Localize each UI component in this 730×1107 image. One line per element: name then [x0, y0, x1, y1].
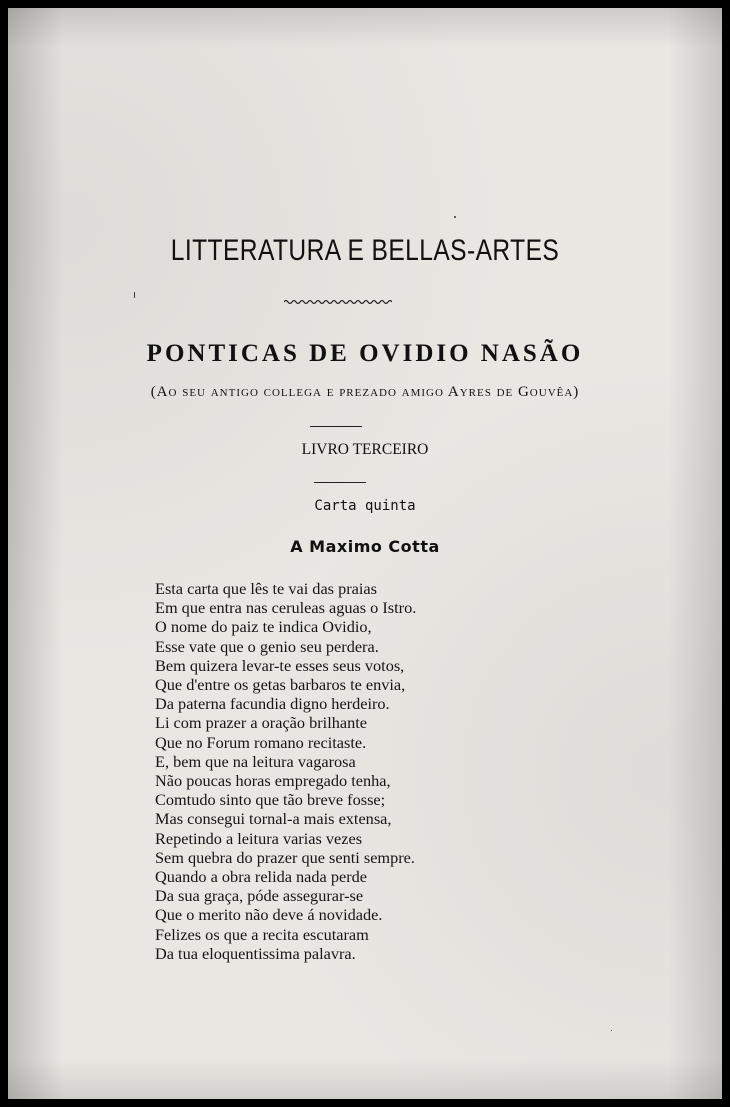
poem-line: Bem quizera levar-te esses seus votos, [155, 655, 405, 675]
poem-line: Sem quebra do prazer que senti sempre. [155, 847, 415, 867]
poem-line: Que o merito não deve á novidade. [155, 905, 383, 925]
poem-line: Repetindo a leitura varias vezes [155, 828, 363, 848]
poem-line: Da paterna facundia digno herdeiro. [155, 694, 390, 714]
poem-line: Quando a obra relida nada perde [155, 867, 368, 887]
poem-line: Que no Forum romano recitaste. [155, 732, 367, 752]
poem-line: Esta carta que lês te vai das praias [155, 579, 377, 598]
poem-line: Que d'entre os getas barbaros te envia, [155, 675, 406, 695]
letter-heading: Carta quinta [314, 498, 416, 514]
poem-line: Mas consegui tornal-a mais extensa, [155, 809, 392, 829]
divider-rule-bottom [314, 482, 366, 483]
poem-line: Felizes os que a recita escutaram [155, 924, 369, 944]
wavy-ornament [284, 298, 392, 306]
poem-line: O nome do paiz te indica Ovidio, [155, 617, 372, 637]
poem-line: Em que entra nas ceruleas aguas o Istro. [155, 598, 417, 618]
paper-speck [134, 292, 135, 298]
poem-line: E, bem que na leitura vagarosa [155, 751, 356, 771]
poem-line: Não poucas horas empregado tenha, [155, 771, 391, 791]
divider-rule-top [310, 426, 362, 427]
poem-line: Da sua graça, póde assegurar-se [155, 886, 364, 906]
poem-text [155, 579, 416, 963]
section-title: LITTERATURA E BELLAS-ARTES [170, 234, 560, 267]
addressee-heading: A Maximo Cotta [290, 537, 440, 556]
book-heading: LIVRO TERCEIRO [301, 441, 429, 458]
paper-speck [454, 216, 456, 218]
poem-line: Comtudo sinto que tão breve fosse; [155, 790, 386, 810]
paper-speck [611, 1030, 612, 1031]
book-page [8, 8, 722, 1099]
work-title: PONTICAS DE OVIDIO NASÃO [146, 340, 584, 367]
poem-line: Esse vate que o genio seu perdera. [155, 636, 379, 656]
dedication: (Ao seu antigo collega e prezado amigo Ayres de Gouvêa) [150, 384, 580, 400]
poem-line: Li com prazer a oração brilhante [155, 713, 367, 733]
poem-line: Da tua eloquentissima palavra. [155, 943, 356, 963]
